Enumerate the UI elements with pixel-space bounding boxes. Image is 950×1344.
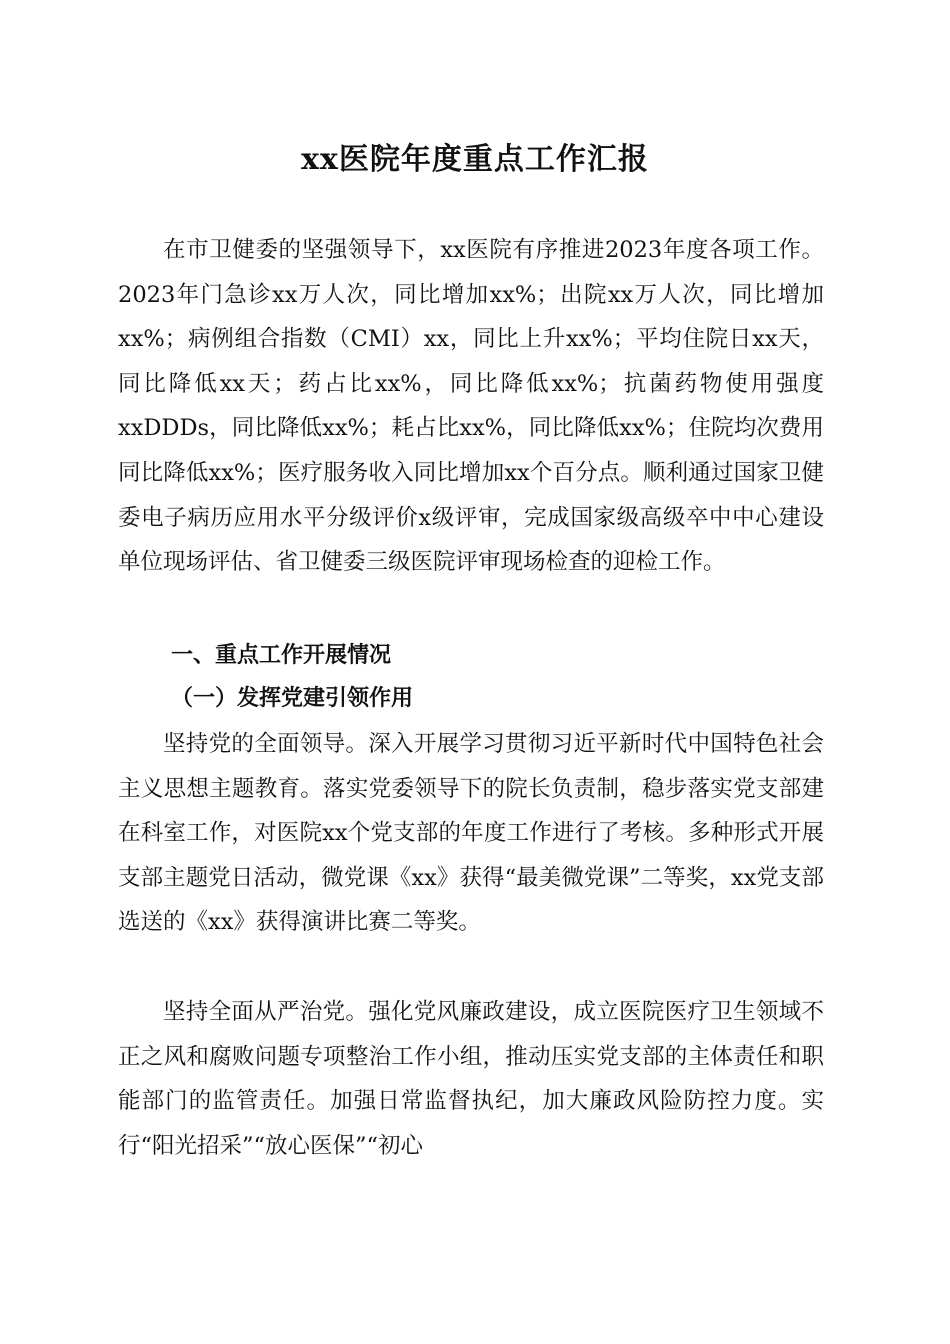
paragraph-party-discipline: 坚持全面从严治党。强化党风廉政建设，成立医院医疗卫生领域不正之风和腐败问题专项整治工作小组，推动压实党支部的主体责任和职能部门的监管责任。加强日常监督执纪，加大廉政风险防控力度。实行“阳光招采”“放心医保”“初心 [118, 999, 824, 1159]
document-title: xx医院年度重点工作汇报 [301, 142, 649, 177]
subsection-heading: （一）发挥党建引领作用 [171, 685, 414, 711]
paragraph-party-leadership: 坚持党的全面领导。深入开展学习贯彻习近平新时代中国特色社会主义思想主题教育。落实党委领导下的院长负责制，稳步落实党支部建在科室工作，对医院xx个党支部的年度工作进行了考核。多种形式开展支部主题党日活动，微党课《xx》获得“最美微党课”二等奖，xx党支部选送的《xx》获得演讲比赛二等奖。 [118, 731, 824, 936]
intro-paragraph: 在市卫健委的坚强领导下，xx医院有序推进2023年度各项工作。2023年门急诊xx万人次，同比增加xx%；出院xx万人次，同比增加xx%；病例组合指数（CMI）xx，同比上升xx%；平均住院日xx天，同比降低xx天；药占比xx%，同比降低xx%；抗菌药物使用强度xxDDDs，同比降低xx%；耗占比xx%，同比降低xx%；住院均次费用同比降低xx%；医疗服务收入同比增加xx个百分点。顺利通过国家卫健委电子病历应用水平分级评价x级评审，完成国家级高级卒中中心建设单位现场评估、省卫健委三级医院评审现场检查的迎检工作。 [118, 237, 824, 576]
section-heading: 一、重点工作开展情况 [171, 643, 392, 668]
